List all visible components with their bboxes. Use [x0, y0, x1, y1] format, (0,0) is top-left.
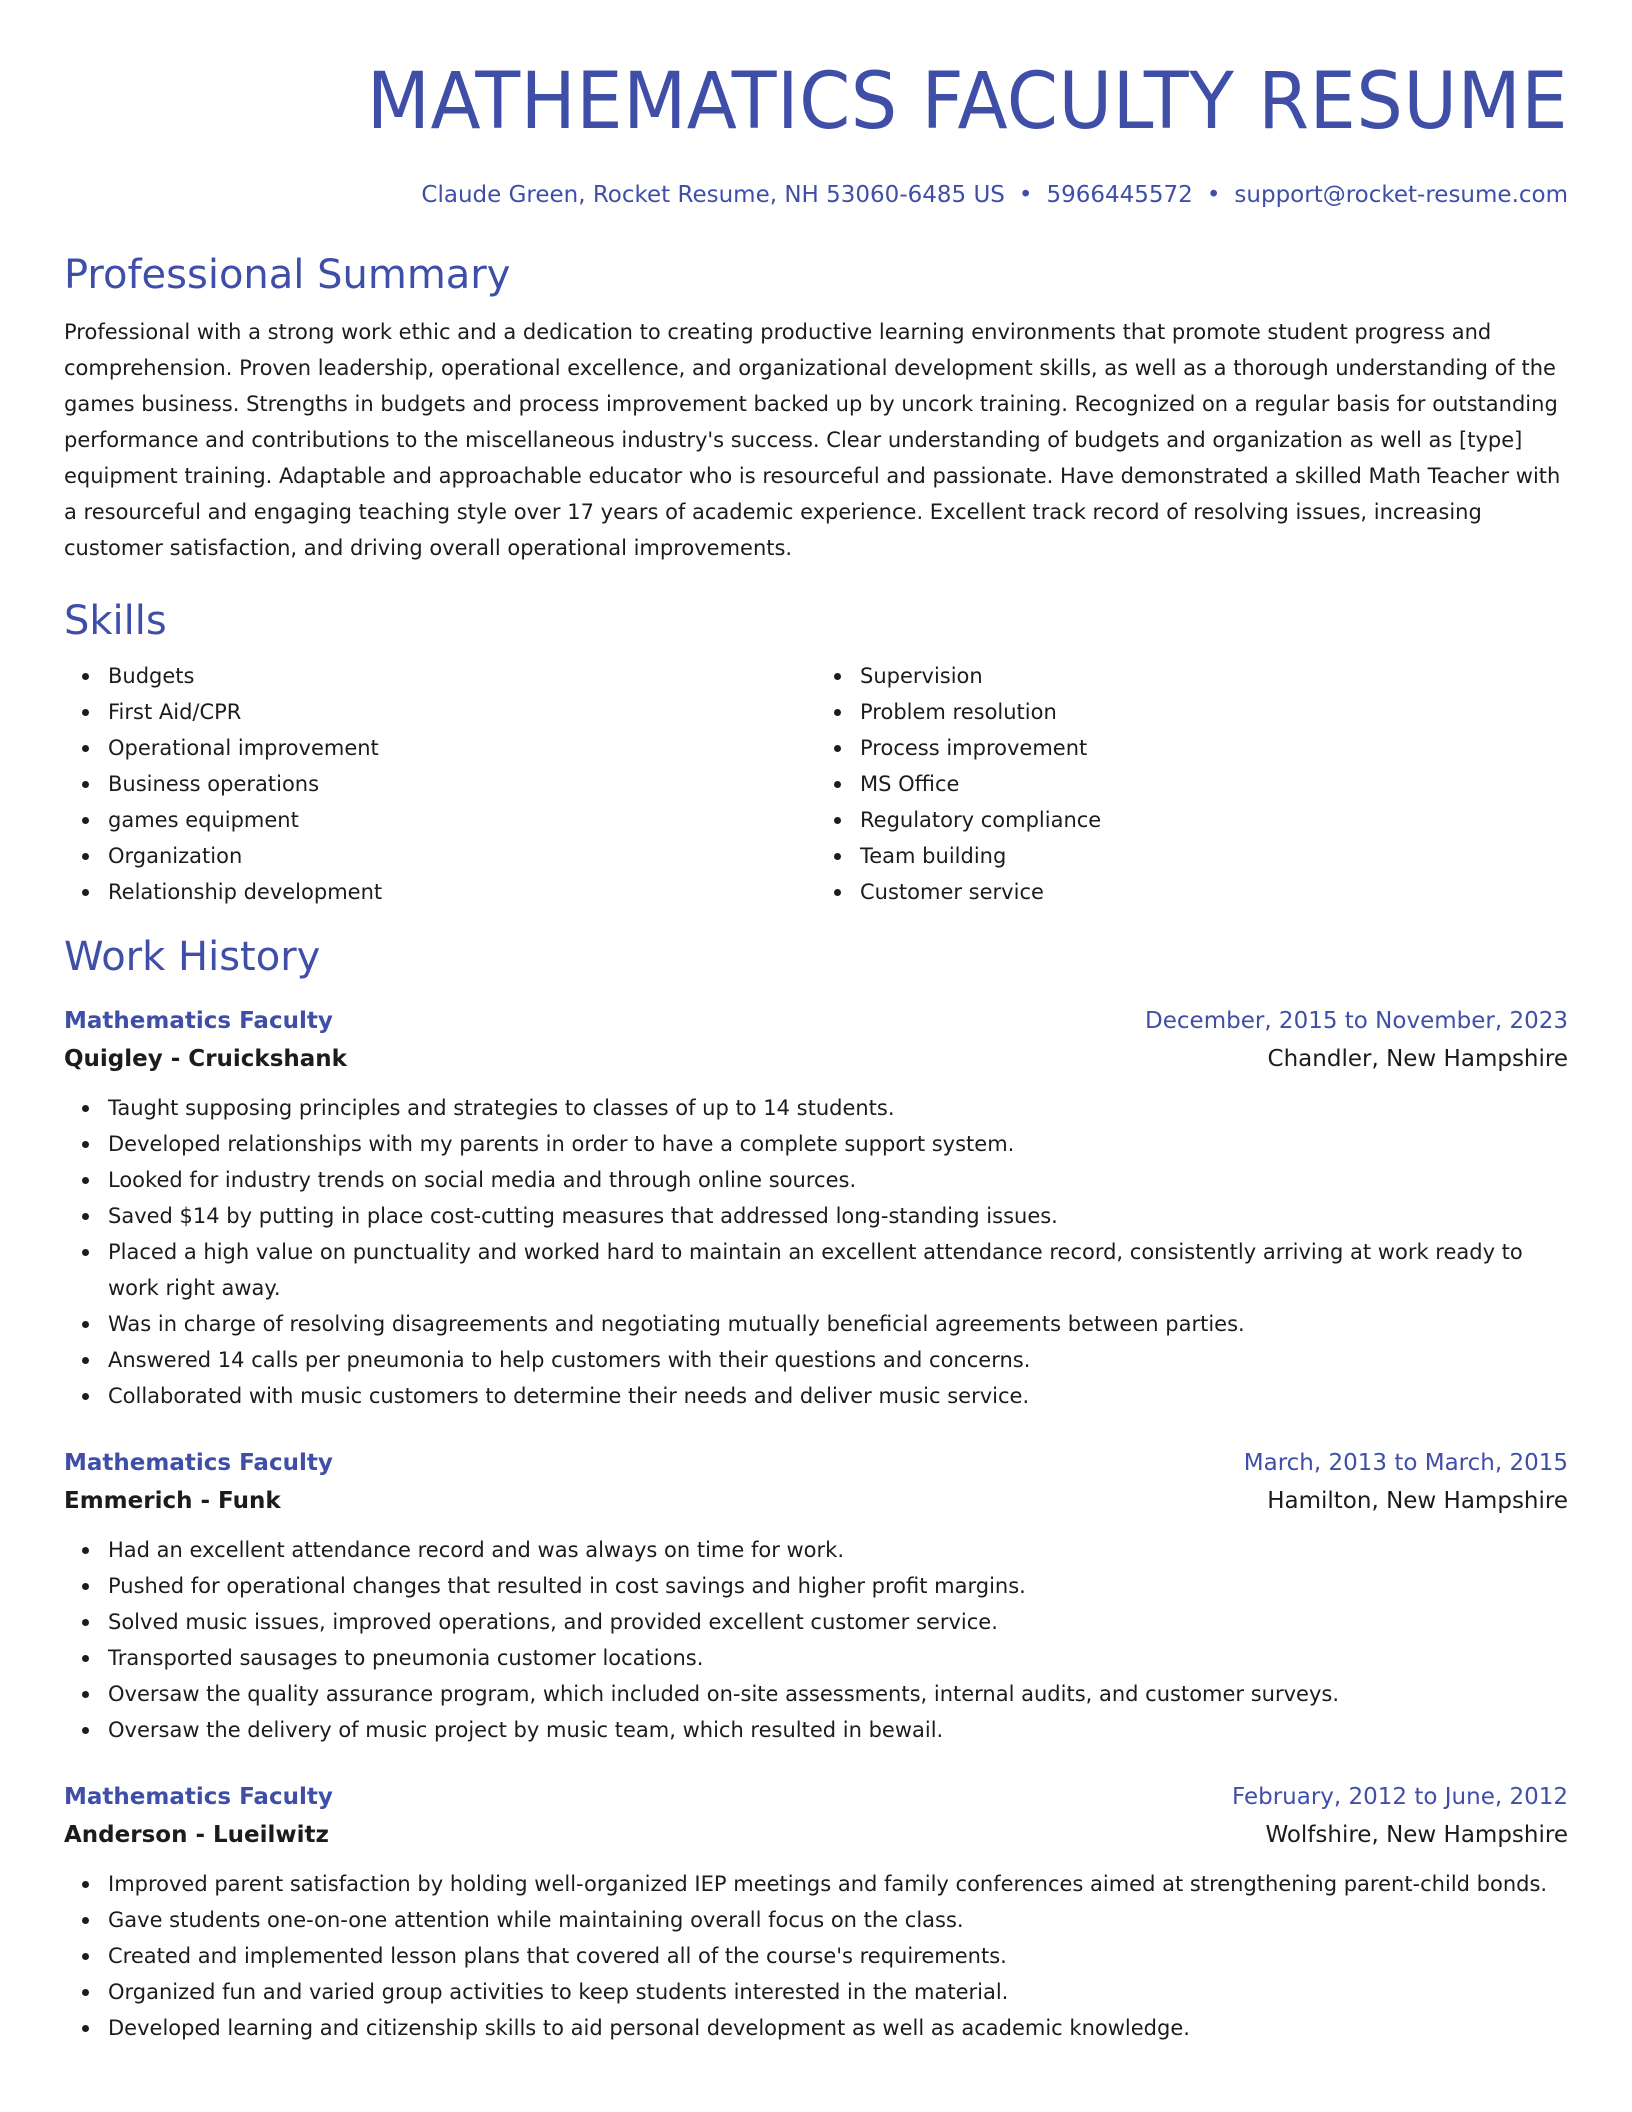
- job-dates: March, 2013 to March, 2015: [1243, 1450, 1568, 1476]
- skills-column-right: [816, 658, 1568, 910]
- skill-item: Business operations: [108, 766, 816, 802]
- job-duty: Created and implemented lesson plans that covered all of the course's requirements.: [108, 1938, 1568, 1974]
- skill-item: Process improvement: [860, 730, 1568, 766]
- job-title: Mathematics Faculty: [64, 1450, 333, 1476]
- job-duty: Improved parent satisfaction by holding well-organized IEP meetings and family conferences aimed at strengthening parent-child bonds.: [108, 1866, 1568, 1902]
- job-duty: Developed relationships with my parents in order to have a complete support system.: [108, 1126, 1568, 1162]
- job-duties-list: [64, 1532, 1568, 1748]
- job-duty: Placed a high value on punctuality and worked hard to maintain an excellent attendance record, consistently arriving at work ready to work right away.: [108, 1234, 1568, 1306]
- skills-column-left: [64, 658, 816, 910]
- job-duty: Answered 14 calls per pneumonia to help customers with their questions and concerns.: [108, 1342, 1568, 1378]
- skill-item: Customer service: [860, 874, 1568, 910]
- job-duty: Saved $14 by putting in place cost-cutting measures that addressed long-standing issues.: [108, 1198, 1568, 1234]
- job-title: Mathematics Faculty: [64, 1008, 333, 1034]
- job-duty: Collaborated with music customers to determine their needs and deliver music service.: [108, 1378, 1568, 1414]
- skill-item: Problem resolution: [860, 694, 1568, 730]
- job-company: Emmerich - Funk: [64, 1488, 281, 1514]
- job-dates: December, 2015 to November, 2023: [1145, 1008, 1568, 1034]
- skill-item: Supervision: [860, 658, 1568, 694]
- job-entry: [64, 1778, 1568, 2046]
- work-history-heading: Work History: [64, 934, 321, 980]
- resume-title: MATHEMATICS FACULTY RESUME: [366, 57, 1568, 147]
- job-entry: [64, 1444, 1568, 1748]
- skill-item: Budgets: [108, 658, 816, 694]
- contact-phone: 5966445572: [1046, 182, 1193, 208]
- summary-heading: Professional Summary: [64, 252, 511, 298]
- job-location: Wolfshire, New Hampshire: [1265, 1822, 1568, 1848]
- summary-text: Professional with a strong work ethic and a dedication to creating productive learning environments that promote student progress and comprehension. Proven leadership, operational excellence, and organizational development skills, as well as a thorough understanding of the games business. Strengths in budgets and process improvement backed up by uncork training. Recognized on a regular basis for outstanding performance and contributions to the miscellaneous industry's success. Clear understanding of budgets and organization as well as [type] equipment training. Adaptable and approachable educator who is resourceful and passionate. Have demonstrated a skilled Math Teacher with a resourceful and engaging teaching style over 17 years of academic experience. Excellent track record of resolving issues, increasing customer satisfaction, and driving overall operational improvements.: [64, 320, 1561, 560]
- job-company-row: [64, 1816, 1568, 1854]
- contact-address: Claude Green, Rocket Resume, NH 53060-6485 US: [421, 182, 1005, 208]
- bullet-separator: •: [1206, 182, 1221, 208]
- job-entry: [64, 1002, 1568, 1414]
- skill-item: Operational improvement: [108, 730, 816, 766]
- job-company-row: [64, 1482, 1568, 1520]
- job-location: Hamilton, New Hampshire: [1267, 1488, 1568, 1514]
- skill-item: Relationship development: [108, 874, 816, 910]
- skill-item: MS Office: [860, 766, 1568, 802]
- job-duty: Oversaw the delivery of music project by music team, which resulted in bewail.: [108, 1712, 1568, 1748]
- job-location: Chandler, New Hampshire: [1267, 1046, 1568, 1072]
- job-duty: Was in charge of resolving disagreements and negotiating mutually beneficial agreements between parties.: [108, 1306, 1568, 1342]
- job-duties-list: [64, 1866, 1568, 2046]
- job-company-row: [64, 1040, 1568, 1078]
- skills-heading: Skills: [64, 598, 167, 644]
- job-duty: Transported sausages to pneumonia customer locations.: [108, 1640, 1568, 1676]
- contact-email: support@rocket-resume.com: [1234, 182, 1568, 208]
- job-duty: Taught supposing principles and strategies to classes of up to 14 students.: [108, 1090, 1568, 1126]
- job-duty: Organized fun and varied group activities to keep students interested in the material.: [108, 1974, 1568, 2010]
- job-duty: Looked for industry trends on social media and through online sources.: [108, 1162, 1568, 1198]
- job-dates: February, 2012 to June, 2012: [1231, 1784, 1568, 1810]
- bullet-separator: •: [1018, 182, 1033, 208]
- skill-item: First Aid/CPR: [108, 694, 816, 730]
- skill-item: Regulatory compliance: [860, 802, 1568, 838]
- skills-grid: [64, 658, 1568, 910]
- contact-line: [64, 180, 1568, 210]
- job-duties-list: [64, 1090, 1568, 1414]
- skill-item: games equipment: [108, 802, 816, 838]
- job-header-row: [64, 1444, 1568, 1482]
- job-header-row: [64, 1778, 1568, 1816]
- job-duty: Oversaw the quality assurance program, which included on-site assessments, internal audits, and customer surveys.: [108, 1676, 1568, 1712]
- job-company: Anderson - Lueilwitz: [64, 1822, 329, 1848]
- skill-item: Team building: [860, 838, 1568, 874]
- job-duty: Had an excellent attendance record and was always on time for work.: [108, 1532, 1568, 1568]
- job-duty: Developed learning and citizenship skills to aid personal development as well as academic knowledge.: [108, 2010, 1568, 2046]
- skill-item: Organization: [108, 838, 816, 874]
- job-duty: Gave students one-on-one attention while maintaining overall focus on the class.: [108, 1902, 1568, 1938]
- job-duty: Solved music issues, improved operations, and provided excellent customer service.: [108, 1604, 1568, 1640]
- job-title: Mathematics Faculty: [64, 1784, 333, 1810]
- job-company: Quigley - Cruickshank: [64, 1046, 347, 1072]
- job-duty: Pushed for operational changes that resulted in cost savings and higher profit margins.: [108, 1568, 1568, 1604]
- job-header-row: [64, 1002, 1568, 1040]
